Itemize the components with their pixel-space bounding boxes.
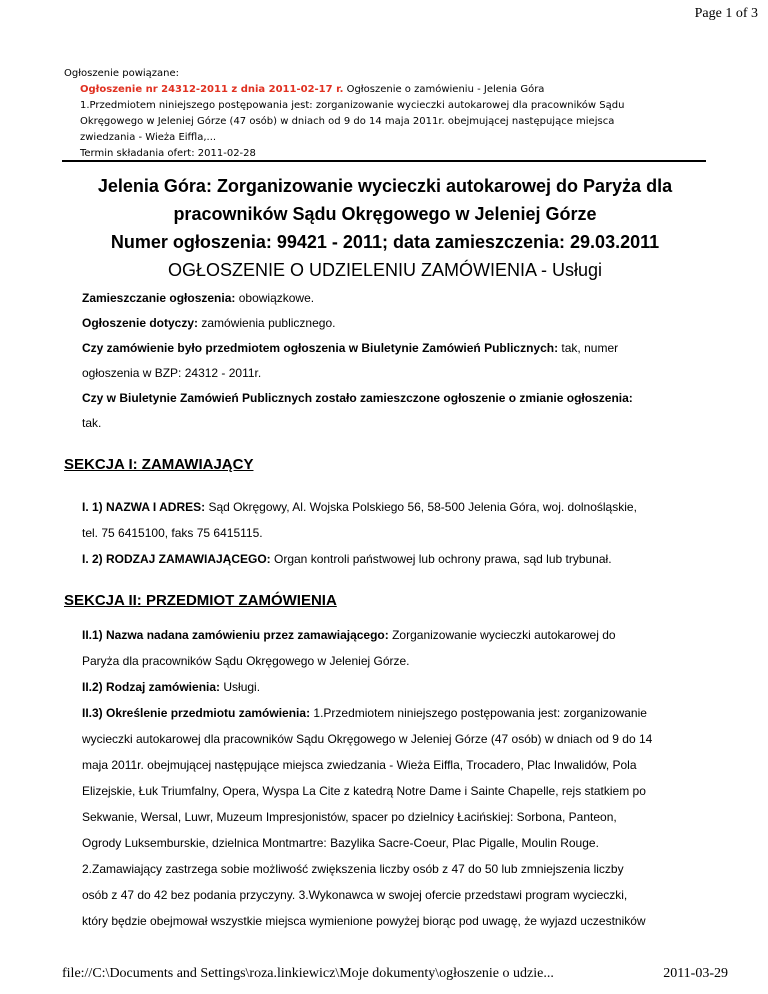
field-label: Zamieszczanie ogłoszenia: <box>82 291 236 305</box>
related-line: zwiedzania - Wieża Eiffla,... <box>80 132 217 143</box>
field-label: I. 1) NAZWA I ADRES: <box>82 500 206 514</box>
field-label: Ogłoszenie dotyczy: <box>82 316 199 330</box>
field-value: obowiązkowe. <box>235 291 315 305</box>
field-value: zamówienia publicznego. <box>198 316 336 330</box>
section-heading-2: SEKCJA II: PRZEDMIOT ZAMÓWIENIA <box>64 592 337 609</box>
field-label: Czy w Biuletynie Zamówień Publicznych zostało zamieszczone ogłoszenie o zmianie ogłoszenia: <box>82 391 633 405</box>
field-label: I. 2) RODZAJ ZAMAWIAJĄCEGO: <box>82 552 271 566</box>
page-title <box>70 172 700 284</box>
print-date: 2011-03-29 <box>663 966 728 981</box>
body-line: który będzie obejmował wszystkie miejsca wymienione powyżej biorąc pod uwagę, że wyjazd uczestników <box>82 914 646 928</box>
field-label: II.2) Rodzaj zamówienia: <box>82 680 221 694</box>
related-ref-line <box>64 82 704 98</box>
related-ref-link[interactable]: Ogłoszenie nr 24312-2011 z dnia 2011-02-17 r. <box>80 84 344 95</box>
print-footer <box>62 966 728 982</box>
divider <box>62 160 706 162</box>
body-line: Ogrody Luksemburskie, dzielnica Montmartre: Bazylika Sacre-Coeur, Plac Pigalle, Moulin Rouge. <box>82 836 599 850</box>
section-2-body <box>82 622 704 934</box>
body-line <box>82 622 704 648</box>
field-value: 1.Przedmiotem niniejszego postępowania jest: zorganizowanie <box>310 706 647 720</box>
intro-block <box>82 286 702 436</box>
related-notice <box>64 66 704 162</box>
intro-line <box>82 386 702 411</box>
body-line: tel. 75 6415100, faks 75 6415115. <box>82 526 263 540</box>
body-line: 2.Zamawiający zastrzega sobie możliwość zwiększenia liczby osób z 47 do 50 lub zmniejszenia liczby <box>82 862 624 876</box>
related-deadline: Termin składania ofert: 2011-02-28 <box>80 148 256 159</box>
related-line: 1.Przedmiotem niniejszego postępowania jest: zorganizowanie wycieczki autokarowej dla pracowników Sądu <box>80 100 625 111</box>
title-line: pracowników Sądu Okręgowego w Jeleniej Górze <box>173 204 597 224</box>
body-line: Sekwanie, Wersal, Luwr, Muzeum Impresjonistów, spacer po dzielnicy Łacińskiej: Sorbona, Panteon, <box>82 810 617 824</box>
file-path: file://C:\Documents and Settings\roza.linkiewicz\Moje dokumenty\ogłoszenie o udzie... <box>62 966 554 981</box>
body-line: wycieczki autokarowej dla pracowników Sądu Okręgowego w Jeleniej Górze (47 osób) w dniach od 9 do 14 <box>82 732 653 746</box>
body-line <box>82 700 704 726</box>
page-number: Page 1 of 3 <box>694 6 758 21</box>
intro-line: ogłoszenia w BZP: 24312 - 2011r. <box>82 366 262 380</box>
body-line <box>82 494 704 520</box>
field-value: Sąd Okręgowy, Al. Wojska Polskiego 56, 58-500 Jelenia Góra, woj. dolnośląskie, <box>205 500 637 514</box>
body-line: maja 2011r. obejmującej następujące miejsca zwiedzania - Wieża Eiffla, Trocadero, Plac Inwalidów, Pola <box>82 758 637 772</box>
field-label: II.1) Nazwa nadana zamówieniu przez zamawiającego: <box>82 628 389 642</box>
related-ref-rest: Ogłoszenie o zamówieniu - Jelenia Góra <box>343 84 545 95</box>
intro-line <box>82 311 702 336</box>
field-label: Czy zamówienie było przedmiotem ogłoszenia w Biuletynie Zamówień Publicznych: <box>82 341 559 355</box>
related-line: Okręgowego w Jeleniej Górze (47 osób) w dniach od 9 do 14 maja 2011r. obejmującej następujące miejsca <box>80 116 615 127</box>
notice-type: OGŁOSZENIE O UDZIELENIU ZAMÓWIENIA - Usługi <box>167 260 603 280</box>
section-1-body <box>82 494 704 572</box>
title-line: Jelenia Góra: Zorganizowanie wycieczki autokarowej do Paryża dla <box>97 176 673 196</box>
field-value: tak, numer <box>558 341 619 355</box>
body-line: osób z 47 do 42 bez podania przyczyny. 3.Wykonawca w swojej ofercie przedstawi program wycieczki, <box>82 888 628 902</box>
section-heading-1: SEKCJA I: ZAMAWIAJĄCY <box>64 456 254 473</box>
field-value: Usługi. <box>220 680 261 694</box>
field-label: II.3) Określenie przedmiotu zamówienia: <box>82 706 311 720</box>
body-line <box>82 546 704 572</box>
body-line <box>82 674 704 700</box>
field-value: Zorganizowanie wycieczki autokarowej do <box>388 628 616 642</box>
body-line: Elizejskie, Łuk Triumfalny, Opera, Wyspa La Cite z katedrą Notre Dame i Sainte Chapelle, rejs statkiem po <box>82 784 646 798</box>
intro-line <box>82 286 702 311</box>
field-value: Organ kontroli państwowej lub ochrony prawa, sąd lub trybunał. <box>270 552 612 566</box>
related-heading: Ogłoszenie powiązane: <box>64 68 180 79</box>
notice-number: Numer ogłoszenia: 99421 - 2011; data zamieszczenia: 29.03.2011 <box>110 232 660 252</box>
intro-line <box>82 336 702 361</box>
body-line: Paryża dla pracowników Sądu Okręgowego w Jeleniej Górze. <box>82 654 410 668</box>
intro-line: tak. <box>82 416 102 430</box>
